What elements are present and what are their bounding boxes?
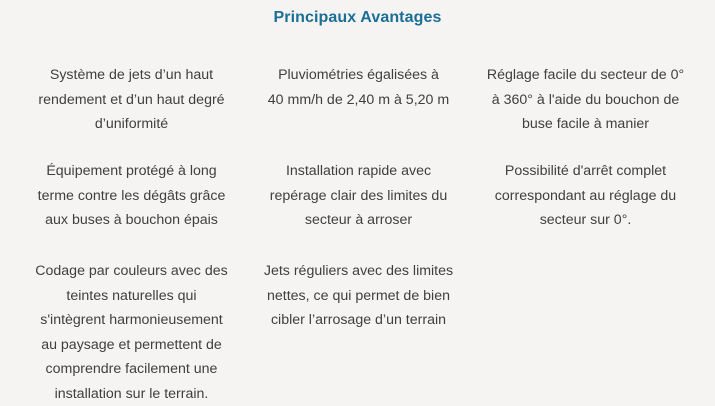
advantage-item: Équipement protégé à long terme contre les dégâts grâce aux buses à bouchon épais (37, 163, 226, 228)
advantage-item: Codage par couleurs avec des teintes naturelles qui s'intègrent harmonieusement au paysage et permettent de comprendre facilement une installation sur le terrain. (35, 263, 228, 402)
advantage-item: Possibilité d'arrêt complet correspondant au réglage du secteur sur 0°. (494, 163, 677, 228)
section-title: Principaux Avantages (273, 9, 442, 26)
empty-cell (472, 259, 699, 399)
advantages-grid (18, 63, 699, 402)
advantage-item: Pluviométries égalisées à 40 mm/h de 2,40 m à 5,20 m (267, 67, 450, 108)
advantage-item: Réglage facile du secteur de 0° à 360° à l'aide du bouchon de buse facile à manier (486, 67, 685, 132)
advantage-item: Installation rapide avec repérage clair des limites du secteur à arroser (269, 163, 448, 228)
advantage-item: Jets réguliers avec des limites nettes, ce qui permet de bien cibler l’arrosage d’un terrain (263, 263, 454, 328)
advantage-item: Système de jets d’un haut rendement et d’un haut degré d’uniformité (38, 67, 225, 132)
